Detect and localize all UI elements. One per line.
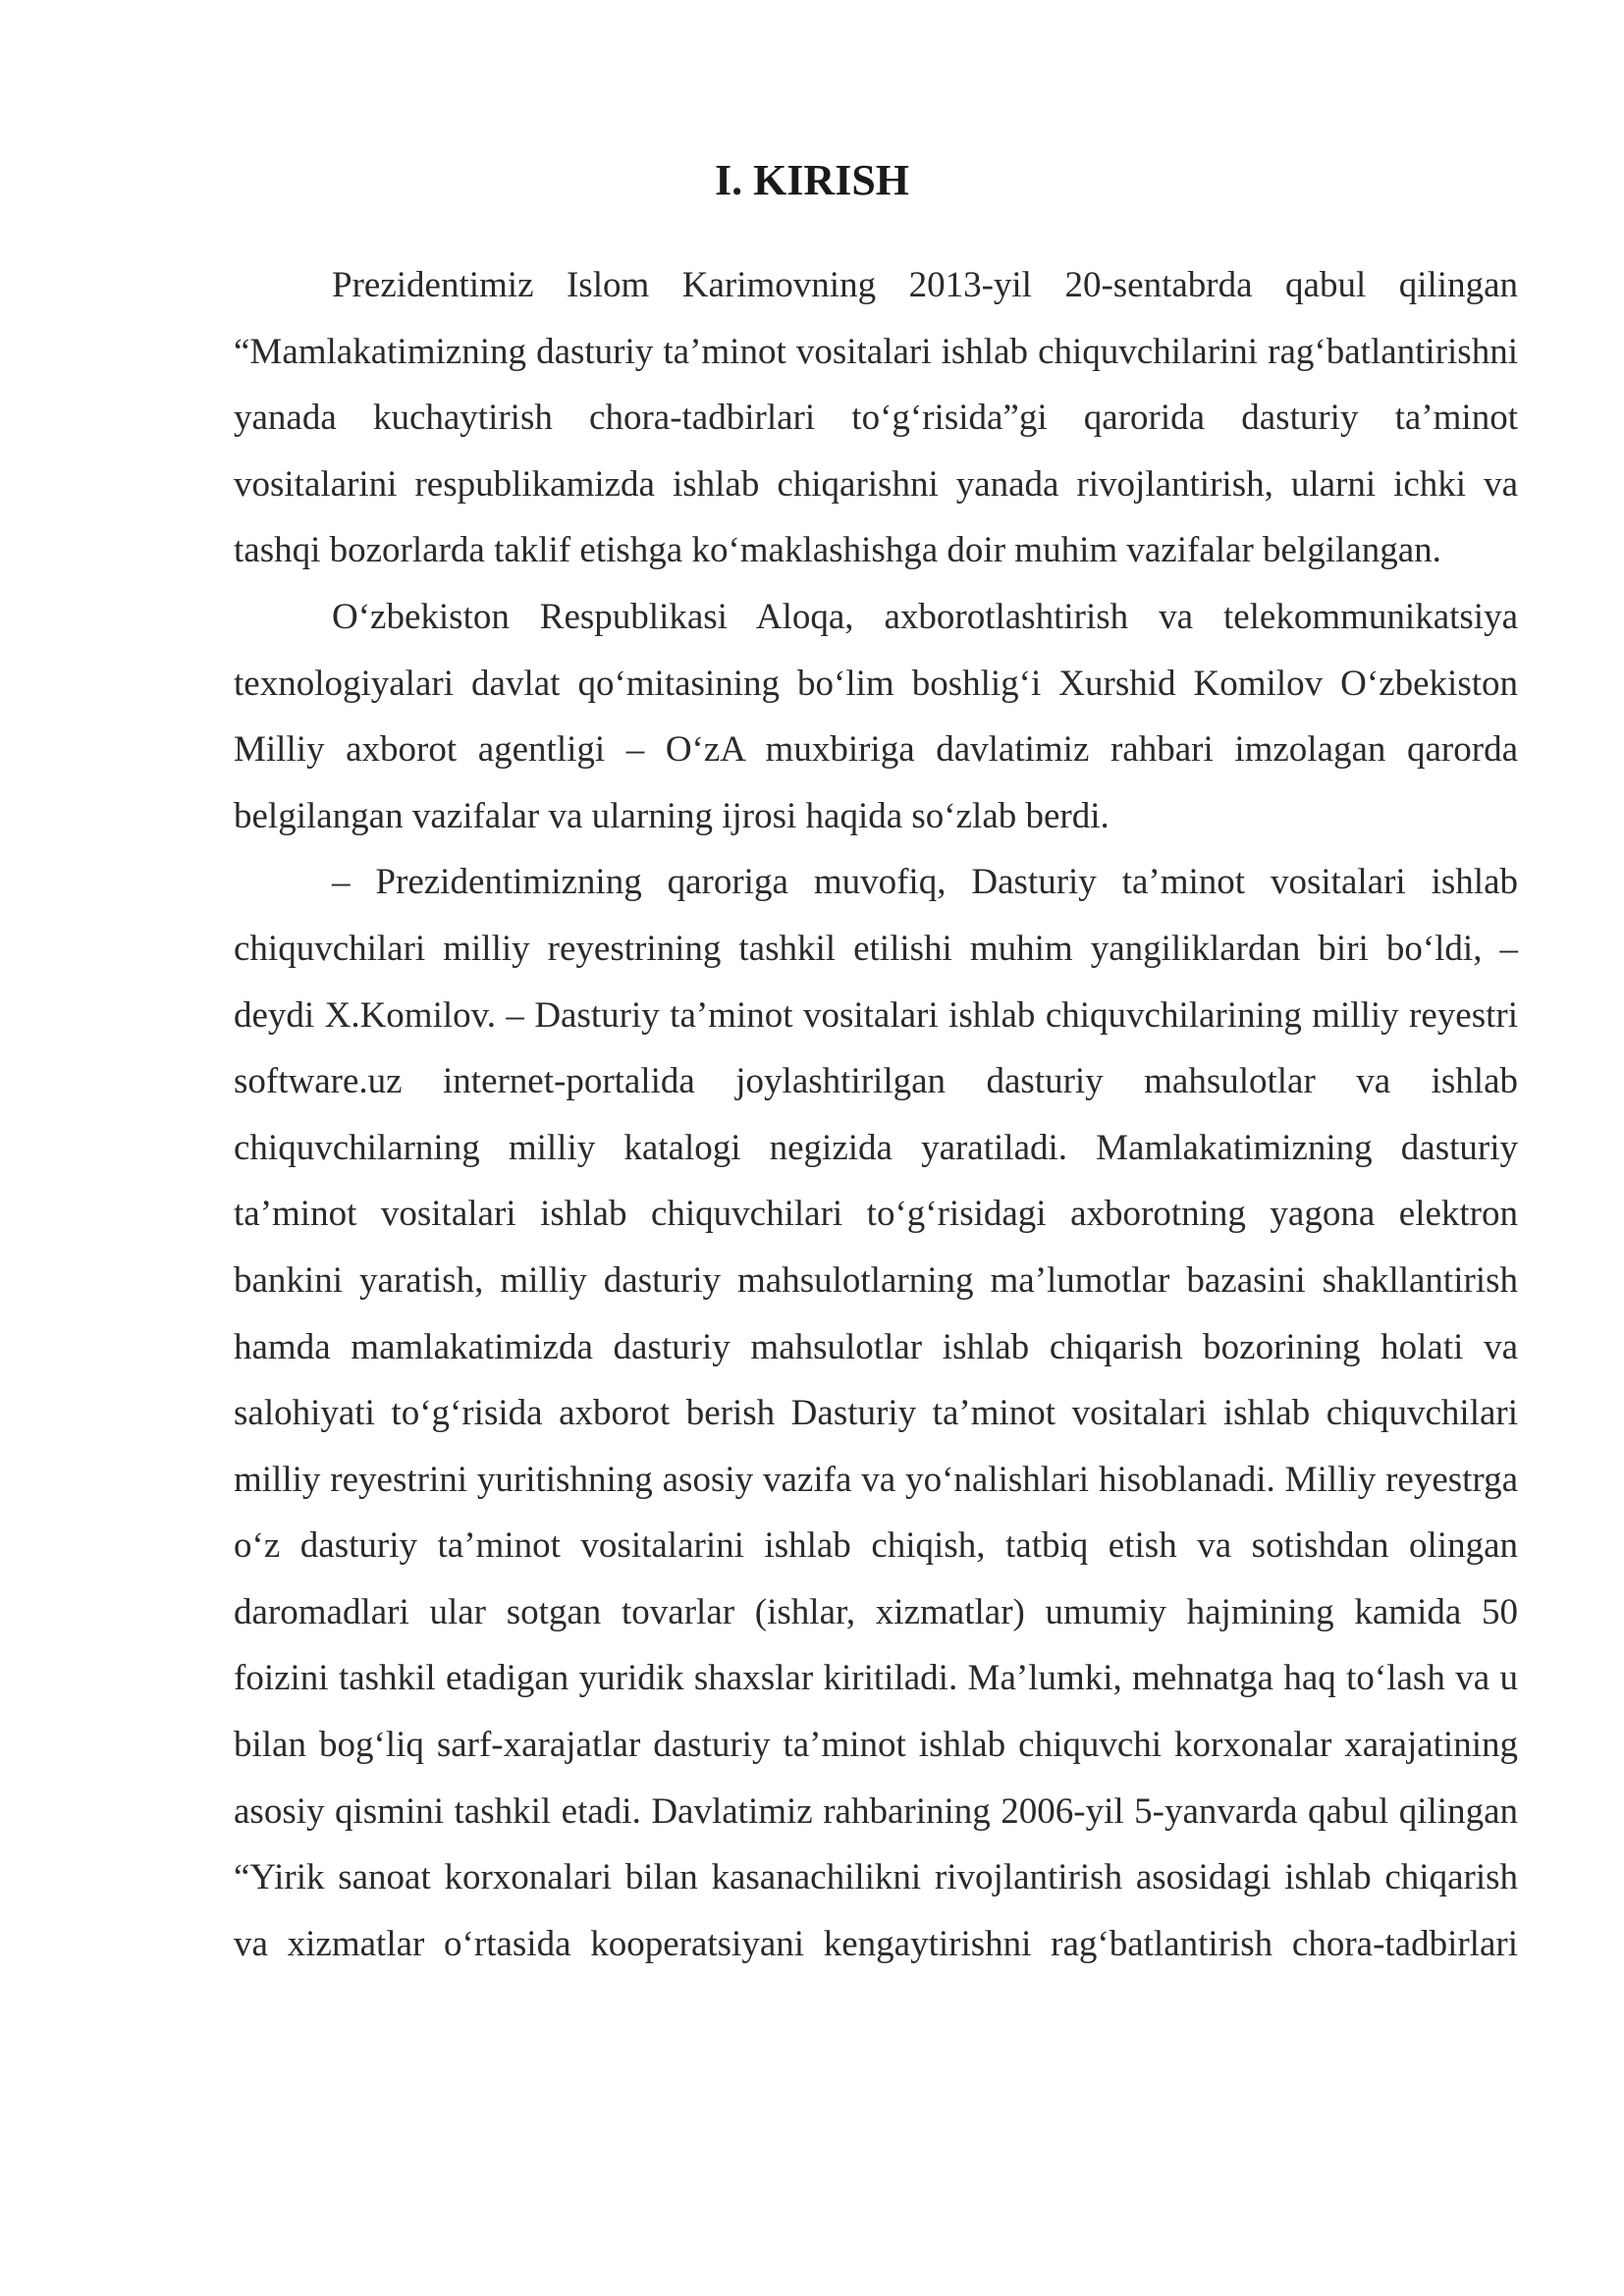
document-body — [234, 252, 1518, 1977]
paragraph-komilov: O‘zbekiston Respublikasi Aloqa, axborotlashtirish va telekommunikatsiya texnologiyalari davlat qo‘mitasining bo‘lim boshlig‘i Xurshid Komilov O‘zbekiston Milliy axborot agentligi – O‘zA muxbiriga davlatimiz rahbari imzolagan qarorda belgilangan vazifalar va ularning ijrosi haqida so‘zlab berdi. — [234, 596, 1518, 836]
paragraph-intro: Prezidentimiz Islom Karimovning 2013-yil 20-sentabrda qabul qilingan “Mamlakatimizning dasturiy ta’minot vositalari ishlab chiquvchilarini rag‘batlantirishni yanada kuchaytirish chora-tadbirlari to‘g‘risida”gi qarorida dasturiy ta’minot vositalarini respublikamizda ishlab chiqarishni yanada rivojlantirish, ularni ichki va tashqi bozorlarda taklif etishga ko‘maklashishga doir muhim vazifalar belgilangan. — [234, 265, 1518, 571]
page-title: I. KIRISH — [714, 156, 910, 204]
paragraph-registry: – Prezidentimizning qaroriga muvofiq, Dasturiy ta’minot vositalari ishlab chiquvchilari milliy reyestrining tashkil etilishi muhim yangiliklardan biri bo‘ldi, – deydi X.Komilov. – Dasturiy ta’minot vositalari ishlab chiquvchilarining milliy reyestri software.uz internet-portalida joylashtirilgan dasturiy mahsulotlar va ishlab chiquvchilarning milliy katalogi negizida yaratiladi. Mamlakatimizning dasturiy ta’minot vositalari ishlab chiquvchilari to‘g‘risidagi axborotning yagona elektron bankini yaratish, milliy dasturiy mahsulotlarning ma’lumotlar bazasini shakllantirish hamda mamlakatimizda dasturiy mahsulotlar ishlab chiqarish bozorining holati va salohiyati to‘g‘risida axborot berish Dasturiy ta’minot vositalari ishlab chiquvchilari milliy reyestrini yuritishning asosiy vazifa va yo‘nalishlari hisoblanadi. Milliy reyestrga o‘z dasturiy ta’minot vositalarini ishlab chiqish, tatbiq etish va sotishdan olingan daromadlari ular sotgan tovarlar (ishlar, xizmatlar) umumiy hajmining kamida 50 foizini tashkil etadigan yuridik shaxslar kiritiladi. Ma’lumki, mehnatga haq to‘lash va u bilan bog‘liq sarf-xarajatlar dasturiy ta’minot ishlab chiquvchi korxonalar xarajatining asosiy qismini tashkil etadi. Davlatimiz rahbarining 2006-yil 5-yanvarda qabul qilingan “Yirik sanoat korxonalari bilan kasanachilikni rivojlantirish asosidagi ishlab chiqarish va xizmatlar o‘rtasida kooperatsiyani kengaytirishni rag‘batlantirish chora-tadbirlari — [234, 862, 1518, 1964]
